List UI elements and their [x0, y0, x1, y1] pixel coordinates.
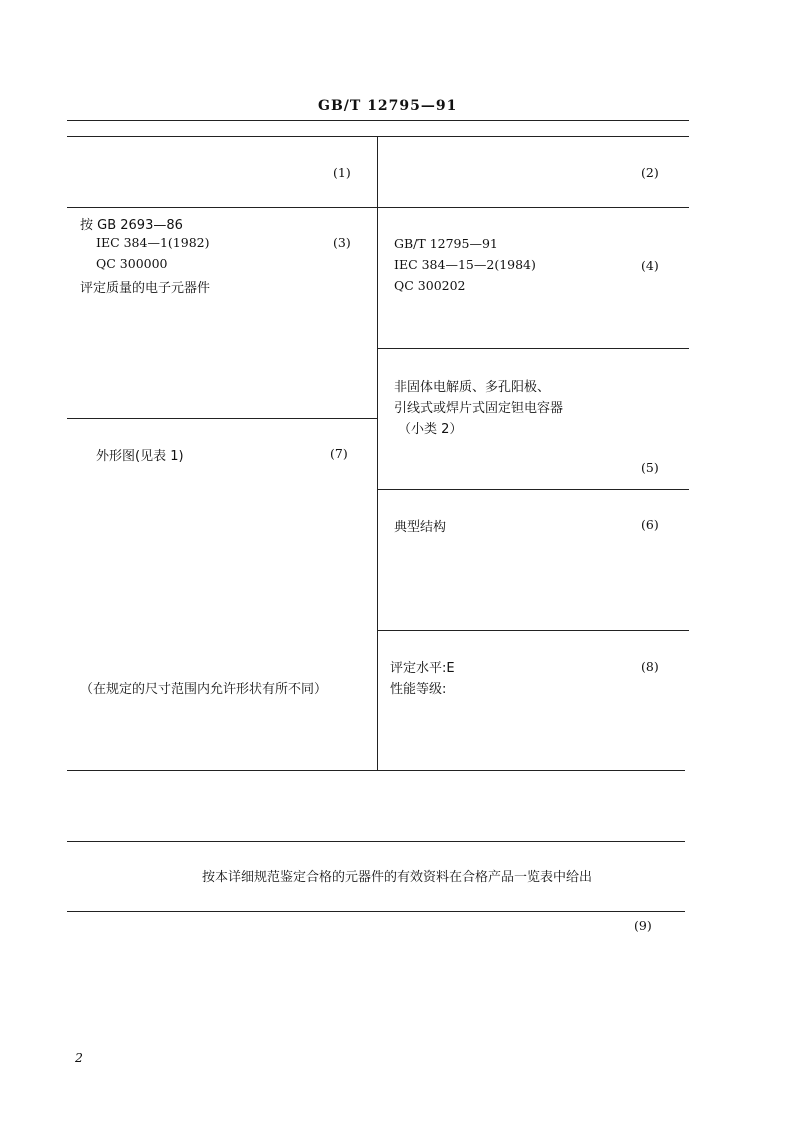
- row1-rule: [67, 207, 689, 208]
- box7-note: （在规定的尺寸范围内允许形状有所不同）: [80, 682, 328, 697]
- left-row2-rule: [67, 418, 377, 419]
- box6-ref: (6): [641, 517, 659, 532]
- box6-title: 典型结构: [394, 520, 447, 535]
- box5-line-2: 引线式或焊片式固定钽电容器: [394, 401, 564, 416]
- box8-line-2: 性能等级:: [390, 682, 447, 697]
- box3-line-2: IEC 384—1(1982): [96, 235, 210, 250]
- box9-top-rule: [67, 841, 685, 842]
- box3-line-1: 按 GB 2693—86: [80, 218, 183, 233]
- table-top-rule: [67, 120, 689, 121]
- box9-text: 按本详细规范鉴定合格的元器件的有效资料在合格产品一览表中给出: [201, 870, 592, 885]
- box5-line-1: 非固体电解质、多孔阳极、: [394, 380, 551, 395]
- box7-ref: (7): [330, 446, 348, 461]
- box1-ref: (1): [333, 165, 351, 180]
- table-bottom-rule: [67, 770, 685, 771]
- box5-line-3: （小类 2）: [398, 422, 463, 437]
- table-center-divider: [377, 136, 378, 770]
- page-number: 2: [75, 1050, 83, 1065]
- box4-ref: (4): [641, 258, 659, 273]
- box5-ref: (5): [641, 460, 659, 475]
- right-row4-rule: [377, 630, 689, 631]
- table-second-rule: [67, 136, 689, 137]
- box4-line-1: GB/T 12795—91: [394, 236, 498, 251]
- right-row3-rule: [377, 489, 689, 490]
- box4-line-2: IEC 384—15—2(1984): [394, 257, 536, 272]
- box3-line-4: 评定质量的电子元器件: [80, 281, 211, 296]
- box8-ref: (8): [641, 659, 659, 674]
- box9-bottom-rule: [67, 911, 685, 912]
- right-row2-rule: [377, 348, 689, 349]
- box9-ref: (9): [634, 918, 652, 933]
- document-number: GB/T 12795—91: [318, 98, 458, 114]
- box4-line-3: QC 300202: [394, 278, 466, 293]
- box2-ref: (2): [641, 165, 659, 180]
- box3-ref: (3): [333, 235, 351, 250]
- box7-title: 外形图(见表 1): [96, 449, 184, 464]
- box3-line-3: QC 300000: [96, 256, 168, 271]
- box8-line-1: 评定水平:E: [390, 661, 455, 676]
